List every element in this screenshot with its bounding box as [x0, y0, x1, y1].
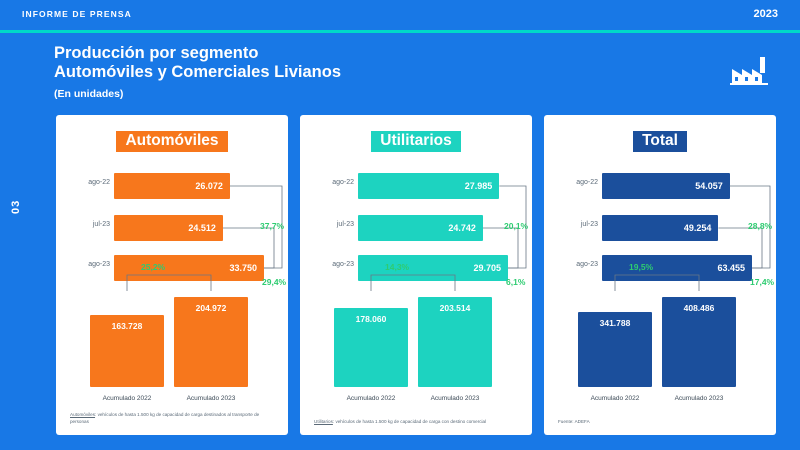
vertical-bar-label: Acumulado 2023: [674, 395, 724, 402]
footnote-text: Fuente: ADEFA: [558, 418, 590, 424]
vertical-bar-label: Acumulado 2023: [430, 395, 480, 402]
factory-icon: [730, 55, 774, 90]
bar-category-label: ago-22: [88, 179, 110, 186]
connector-lines: [544, 115, 776, 435]
bar-category-label: ago-23: [576, 261, 598, 268]
horizontal-bar: 24.742: [358, 215, 483, 241]
title-subtitle: (En unidades): [54, 88, 124, 100]
header-divider: [0, 30, 800, 33]
variation-label: 29,4%: [262, 277, 287, 287]
bar-category-label: jul-23: [336, 221, 354, 228]
horizontal-bar: 24.512: [114, 215, 223, 241]
horizontal-bar: 29.705: [358, 255, 508, 281]
horizontal-bar: 49.254: [602, 215, 718, 241]
vertical-bar: 204.972: [174, 297, 248, 387]
variation-label: 20,1%: [504, 221, 529, 231]
accumulated-variation-label: 19,5%: [629, 262, 654, 272]
vertical-bar: 163.728: [90, 315, 164, 387]
bar-category-label: jul-23: [92, 221, 110, 228]
card-title-text: Automóviles: [116, 131, 227, 152]
variation-label: 17,4%: [750, 277, 775, 287]
bar-category-label: ago-23: [332, 261, 354, 268]
horizontal-bar: 27.985: [358, 173, 499, 199]
report-year: 2023: [753, 8, 778, 20]
title-line-2: Automóviles y Comerciales Livianos: [54, 63, 342, 81]
horizontal-bar: 26.072: [114, 173, 230, 199]
variation-label: 37,7%: [260, 221, 285, 231]
bar-category-label: ago-22: [332, 179, 354, 186]
bar-category-label: ago-22: [576, 179, 598, 186]
vertical-bar-label: Acumulado 2022: [102, 395, 152, 402]
footnote-text: : vehículos de hasta 1.500 kg de capacidad de carga con destino comercial: [332, 418, 487, 424]
horizontal-bar: 63.455: [602, 255, 752, 281]
accumulated-variation-label: 25,2%: [141, 262, 166, 272]
vertical-bar-label: Acumulado 2023: [186, 395, 236, 402]
connector-lines: [56, 115, 288, 435]
footnote-term: Automóviles: [70, 412, 96, 417]
vertical-bar: 341.788: [578, 312, 652, 387]
horizontal-bar: 54.057: [602, 173, 730, 199]
vertical-bar: 178.060: [334, 308, 408, 387]
bar-category-label: ago-23: [88, 261, 110, 268]
chart-card-total: [544, 115, 776, 435]
connector-lines: [300, 115, 532, 435]
footnote-term: Utilitarios: [314, 418, 333, 424]
variation-label: 28,8%: [748, 221, 773, 231]
variation-label: 6,1%: [506, 277, 526, 287]
accumulated-variation-label: 14,3%: [385, 262, 410, 272]
vertical-bar: 203.514: [418, 297, 492, 387]
card-title-text: Utilitarios: [371, 131, 460, 152]
vertical-bar: 408.486: [662, 297, 736, 387]
card-title-text: Total: [633, 131, 687, 152]
vertical-bar-label: Acumulado 2022: [590, 395, 640, 402]
chart-card-automoviles: [56, 115, 288, 435]
footnote: [558, 419, 766, 426]
title-line-1: Producción por segmento: [54, 44, 259, 62]
chart-card-utilitarios: [300, 115, 532, 435]
report-label: INFORME DE PRENSA: [22, 9, 132, 19]
page-title: [54, 44, 341, 100]
bar-category-label: jul-23: [580, 221, 598, 228]
page-number: 03: [10, 199, 22, 214]
footnote: [314, 419, 522, 426]
footnote: [70, 412, 278, 425]
vertical-bar-label: Acumulado 2022: [346, 395, 396, 402]
horizontal-bar: 33.750: [114, 255, 264, 281]
footnote-text: : vehículos de hasta 1.500 kg de capacidad de carga destinados al transporte de personas: [70, 412, 260, 424]
